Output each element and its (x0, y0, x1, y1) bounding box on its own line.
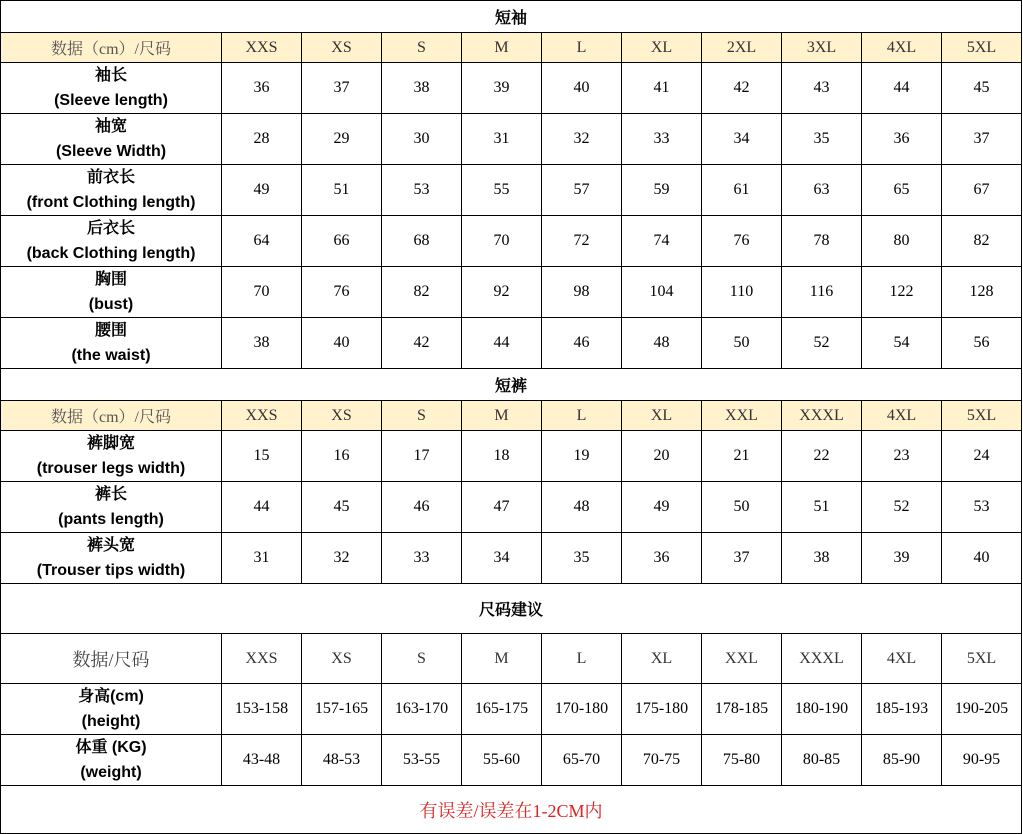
label-en: (bust) (88, 296, 134, 313)
shirt-size-header: S (382, 33, 462, 63)
shirt-row-label (1, 63, 222, 114)
measurement-cell: 20 (622, 431, 702, 482)
recommend-row (1, 735, 1022, 786)
measurement-cell: 29 (302, 114, 382, 165)
measurement-cell: 50 (702, 318, 782, 369)
shirt-row (1, 165, 1022, 216)
measurement-cell: 19 (542, 431, 622, 482)
shirt-row-label (1, 165, 222, 216)
label-zh: 后衣长 (86, 220, 135, 237)
measurement-cell: 40 (302, 318, 382, 369)
recommend-size-header: L (542, 634, 622, 684)
measurement-cell: 51 (302, 165, 382, 216)
shirt-title: 短袖 (1, 1, 1022, 33)
measurement-cell: 38 (222, 318, 302, 369)
shorts-row (1, 533, 1022, 584)
measurement-cell: 37 (302, 63, 382, 114)
recommend-size-header: 5XL (942, 634, 1022, 684)
measurement-cell: 70-75 (622, 735, 702, 786)
measurement-cell: 37 (702, 533, 782, 584)
measurement-cell: 34 (462, 533, 542, 584)
shorts-row-label (1, 482, 222, 533)
label-zh: 身高(cm) (78, 688, 144, 705)
label-zh: 裤脚宽 (86, 435, 135, 452)
measurement-cell: 65-70 (542, 735, 622, 786)
measurement-cell: 185-193 (862, 684, 942, 735)
measurement-cell: 98 (542, 267, 622, 318)
label-en: (front Clothing length) (26, 194, 196, 211)
measurement-cell: 36 (862, 114, 942, 165)
measurement-cell: 33 (382, 533, 462, 584)
label-zh: 裤头宽 (86, 537, 135, 554)
measurement-cell: 66 (302, 216, 382, 267)
note-row (1, 786, 1022, 834)
label-en: (trouser legs width) (36, 460, 186, 477)
measurement-cell: 43 (782, 63, 862, 114)
measurement-cell: 48 (542, 482, 622, 533)
measurement-cell: 23 (862, 431, 942, 482)
measurement-cell: 37 (942, 114, 1022, 165)
measurement-cell: 65 (862, 165, 942, 216)
measurement-cell: 15 (222, 431, 302, 482)
label-en: (the waist) (71, 347, 151, 364)
recommend-size-header: XL (622, 634, 702, 684)
measurement-cell: 28 (222, 114, 302, 165)
tolerance-note: 有误差/误差在1-2CM内 (1, 786, 1022, 834)
measurement-cell: 45 (302, 482, 382, 533)
measurement-cell: 52 (782, 318, 862, 369)
measurement-cell: 34 (702, 114, 782, 165)
recommend-header-row (1, 634, 1022, 684)
shirt-row (1, 318, 1022, 369)
shirt-size-header: 2XL (702, 33, 782, 63)
measurement-cell: 17 (382, 431, 462, 482)
shirt-size-header: XL (622, 33, 702, 63)
measurement-cell: 68 (382, 216, 462, 267)
measurement-cell: 116 (782, 267, 862, 318)
measurement-cell: 48 (622, 318, 702, 369)
shirt-row-label (1, 216, 222, 267)
shorts-size-header: 4XL (862, 401, 942, 431)
measurement-cell: 92 (462, 267, 542, 318)
shorts-row (1, 482, 1022, 533)
measurement-cell: 49 (622, 482, 702, 533)
measurement-cell: 43-48 (222, 735, 302, 786)
shorts-title: 短裤 (1, 369, 1022, 401)
shorts-row-label (1, 431, 222, 482)
shirt-row (1, 114, 1022, 165)
label-zh: 袖长 (94, 67, 127, 84)
shorts-size-header: XXL (702, 401, 782, 431)
measurement-cell: 163-170 (382, 684, 462, 735)
measurement-cell: 61 (702, 165, 782, 216)
shirt-size-header: M (462, 33, 542, 63)
measurement-cell: 45 (942, 63, 1022, 114)
measurement-cell: 39 (862, 533, 942, 584)
measurement-cell: 76 (302, 267, 382, 318)
shirt-size-header: 5XL (942, 33, 1022, 63)
shirt-row (1, 267, 1022, 318)
measurement-cell: 16 (302, 431, 382, 482)
shorts-size-header: 5XL (942, 401, 1022, 431)
measurement-cell: 50 (702, 482, 782, 533)
measurement-cell: 36 (222, 63, 302, 114)
label-zh: 袖宽 (94, 118, 127, 135)
shirt-row-label (1, 114, 222, 165)
measurement-cell: 49 (222, 165, 302, 216)
recommend-header-label: 数据/尺码 (1, 634, 222, 684)
measurement-cell: 18 (462, 431, 542, 482)
label-zh: 腰围 (94, 322, 127, 339)
measurement-cell: 157-165 (302, 684, 382, 735)
measurement-cell: 38 (382, 63, 462, 114)
measurement-cell: 190-205 (942, 684, 1022, 735)
shorts-size-header: M (462, 401, 542, 431)
measurement-cell: 48-53 (302, 735, 382, 786)
measurement-cell: 67 (942, 165, 1022, 216)
shorts-header-row (1, 401, 1022, 431)
shirt-title-row (1, 1, 1022, 33)
measurement-cell: 40 (542, 63, 622, 114)
recommend-size-header: XXXL (782, 634, 862, 684)
measurement-cell: 110 (702, 267, 782, 318)
measurement-cell: 47 (462, 482, 542, 533)
label-en: (height) (81, 713, 141, 730)
measurement-cell: 22 (782, 431, 862, 482)
measurement-cell: 36 (622, 533, 702, 584)
shorts-size-header: XL (622, 401, 702, 431)
shorts-size-header: XXXL (782, 401, 862, 431)
shirt-header-row (1, 33, 1022, 63)
measurement-cell: 153-158 (222, 684, 302, 735)
recommend-title-row (1, 584, 1022, 634)
measurement-cell: 32 (302, 533, 382, 584)
measurement-cell: 56 (942, 318, 1022, 369)
measurement-cell: 165-175 (462, 684, 542, 735)
shorts-header-label: 数据（cm）/尺码 (1, 401, 222, 431)
measurement-cell: 53 (942, 482, 1022, 533)
recommend-size-header: S (382, 634, 462, 684)
measurement-cell: 55-60 (462, 735, 542, 786)
measurement-cell: 75-80 (702, 735, 782, 786)
shirt-header-label: 数据（cm）/尺码 (1, 33, 222, 63)
recommend-row (1, 684, 1022, 735)
recommend-size-header: XS (302, 634, 382, 684)
measurement-cell: 33 (622, 114, 702, 165)
label-en: (Sleeve Width) (55, 143, 167, 160)
label-en: (back Clothing length) (26, 245, 196, 262)
recommend-row-label (1, 735, 222, 786)
measurement-cell: 82 (382, 267, 462, 318)
label-en: (Trouser tips width) (36, 562, 186, 579)
measurement-cell: 128 (942, 267, 1022, 318)
label-zh: 胸围 (94, 271, 127, 288)
measurement-cell: 85-90 (862, 735, 942, 786)
measurement-cell: 80 (862, 216, 942, 267)
recommend-row-label (1, 684, 222, 735)
measurement-cell: 170-180 (542, 684, 622, 735)
measurement-cell: 53 (382, 165, 462, 216)
label-zh: 体重 (KG) (75, 739, 147, 756)
measurement-cell: 32 (542, 114, 622, 165)
measurement-cell: 44 (222, 482, 302, 533)
measurement-cell: 104 (622, 267, 702, 318)
shorts-size-header: S (382, 401, 462, 431)
measurement-cell: 46 (542, 318, 622, 369)
measurement-cell: 78 (782, 216, 862, 267)
measurement-cell: 31 (462, 114, 542, 165)
shirt-row-label (1, 267, 222, 318)
measurement-cell: 59 (622, 165, 702, 216)
label-zh: 裤长 (94, 486, 127, 503)
measurement-cell: 42 (382, 318, 462, 369)
shorts-row-label (1, 533, 222, 584)
shorts-size-header: XS (302, 401, 382, 431)
measurement-cell: 30 (382, 114, 462, 165)
measurement-cell: 70 (462, 216, 542, 267)
shirt-row (1, 63, 1022, 114)
label-en: (Sleeve length) (54, 92, 168, 109)
label-zh: 前衣长 (86, 169, 135, 186)
measurement-cell: 70 (222, 267, 302, 318)
shorts-title-row (1, 369, 1022, 401)
measurement-cell: 63 (782, 165, 862, 216)
label-en: (weight) (80, 764, 142, 781)
measurement-cell: 82 (942, 216, 1022, 267)
measurement-cell: 35 (782, 114, 862, 165)
measurement-cell: 38 (782, 533, 862, 584)
shirt-size-header: XS (302, 33, 382, 63)
measurement-cell: 54 (862, 318, 942, 369)
measurement-cell: 74 (622, 216, 702, 267)
measurement-cell: 180-190 (782, 684, 862, 735)
measurement-cell: 72 (542, 216, 622, 267)
measurement-cell: 51 (782, 482, 862, 533)
shirt-size-header: 4XL (862, 33, 942, 63)
shirt-size-header: XXS (222, 33, 302, 63)
recommend-size-header: XXS (222, 634, 302, 684)
measurement-cell: 122 (862, 267, 942, 318)
measurement-cell: 42 (702, 63, 782, 114)
shirt-size-header: 3XL (782, 33, 862, 63)
measurement-cell: 175-180 (622, 684, 702, 735)
shorts-size-header: XXS (222, 401, 302, 431)
shirt-row-label (1, 318, 222, 369)
measurement-cell: 41 (622, 63, 702, 114)
measurement-cell: 44 (862, 63, 942, 114)
measurement-cell: 57 (542, 165, 622, 216)
measurement-cell: 31 (222, 533, 302, 584)
recommend-size-header: 4XL (862, 634, 942, 684)
shorts-size-header: L (542, 401, 622, 431)
measurement-cell: 44 (462, 318, 542, 369)
measurement-cell: 76 (702, 216, 782, 267)
measurement-cell: 46 (382, 482, 462, 533)
measurement-cell: 80-85 (782, 735, 862, 786)
measurement-cell: 64 (222, 216, 302, 267)
recommend-size-header: XXL (702, 634, 782, 684)
shirt-row (1, 216, 1022, 267)
measurement-cell: 52 (862, 482, 942, 533)
label-en: (pants length) (58, 511, 164, 528)
shirt-size-header: L (542, 33, 622, 63)
measurement-cell: 35 (542, 533, 622, 584)
measurement-cell: 21 (702, 431, 782, 482)
measurement-cell: 24 (942, 431, 1022, 482)
measurement-cell: 40 (942, 533, 1022, 584)
shorts-row (1, 431, 1022, 482)
measurement-cell: 53-55 (382, 735, 462, 786)
recommend-title: 尺码建议 (1, 584, 1022, 634)
measurement-cell: 178-185 (702, 684, 782, 735)
measurement-cell: 90-95 (942, 735, 1022, 786)
measurement-cell: 39 (462, 63, 542, 114)
recommend-size-header: M (462, 634, 542, 684)
measurement-cell: 55 (462, 165, 542, 216)
